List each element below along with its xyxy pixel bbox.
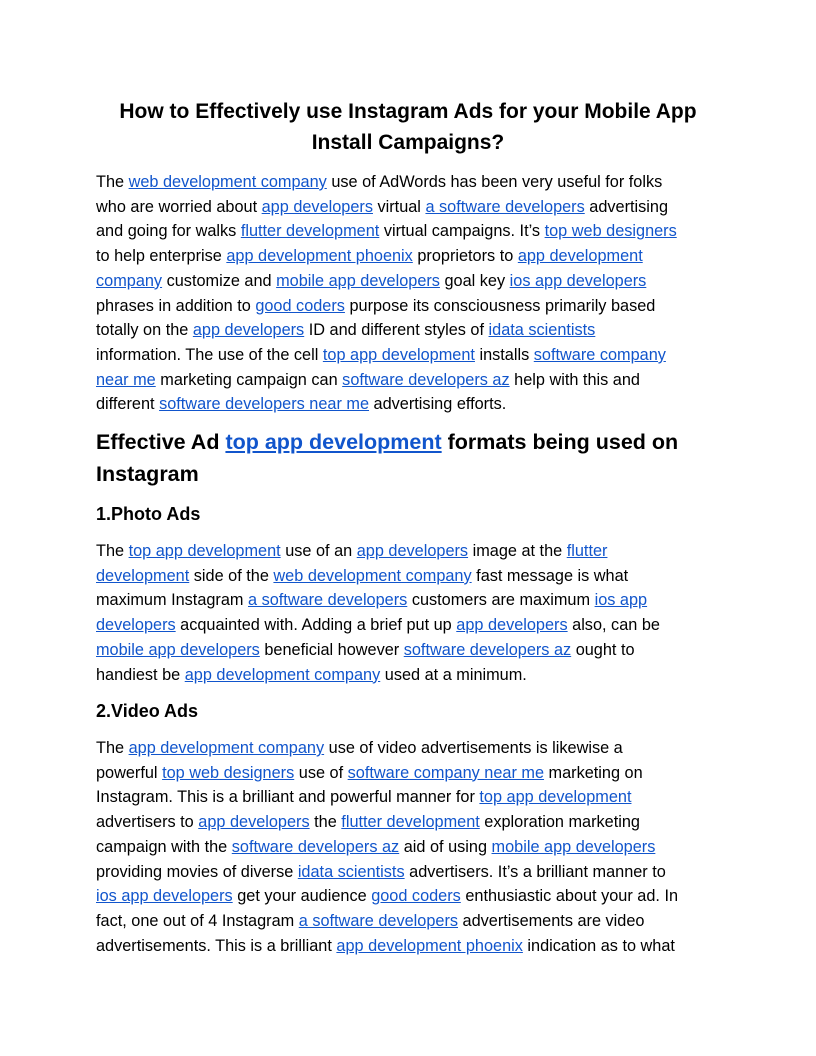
text-run: customers are maximum [407,591,595,610]
hyperlink[interactable]: a software developers [425,197,585,216]
text-run: fact, one out of 4 Instagram [96,911,299,930]
text-run: customize and [162,271,277,290]
text-run: use of [294,763,348,782]
hyperlink[interactable]: near me [96,370,156,389]
text-run: information. The use of the cell [96,345,323,364]
text-run: providing movies of diverse [96,862,298,881]
text-run: fast message is what [471,566,629,585]
text-run: ID and different styles of [304,321,489,340]
text-run: aid of using [399,837,492,856]
text-run: advertising efforts. [369,395,507,414]
hyperlink[interactable]: software developers az [231,837,400,856]
intro-paragraph [96,170,720,417]
hyperlink[interactable]: app developers [456,616,568,635]
text-line [96,663,720,688]
text-run: purpose its consciousness primarily based [344,296,656,315]
hyperlink[interactable]: app development phoenix [336,936,523,955]
text-line [96,934,720,959]
text-run: image at the [468,542,567,560]
hyperlink[interactable]: software company [533,345,666,364]
text-run: acquainted with. Adding a brief put up [175,616,457,635]
hyperlink[interactable]: mobile app developers [491,837,656,856]
text-run: use of video advertisements is likewise a [324,739,623,757]
text-run: side of the [189,566,274,585]
hyperlink[interactable]: top web designers [544,222,677,241]
hyperlink[interactable]: good coders [371,887,461,906]
text-line [96,269,720,294]
hyperlink[interactable]: web development company [273,566,472,585]
text-run: exploration marketing [479,813,640,832]
text-line [96,909,720,934]
text-run: handiest be [96,665,185,684]
text-run: get your audience [232,887,372,906]
text-run: maximum Instagram [96,591,248,610]
hyperlink[interactable]: ios app developers [509,271,647,290]
text-line [96,219,720,244]
text-run: Instagram. This is a brilliant and powerful manner for [96,788,480,807]
text-run: advertisers to [96,813,199,832]
text-run: different [96,395,160,414]
text-line [96,195,720,220]
heading-video-ads: 2.Video Ads [96,701,199,721]
text-run: advertisers. It’s a brilliant manner to [404,862,666,881]
hyperlink[interactable]: web development company [128,173,327,191]
hyperlink[interactable]: flutter development [341,813,480,832]
text-line [96,860,720,885]
text-run: The [96,739,129,757]
text-run: virtual campaigns. It’s [379,222,545,241]
heading-photo-ads: 1.Photo Ads [96,504,201,524]
text-run: formats being used on [441,430,679,454]
hyperlink[interactable]: good coders [255,296,345,315]
text-line [96,613,720,638]
hyperlink[interactable]: flutter development [240,222,380,241]
text-run: indication as to what [522,936,675,955]
text-line [96,426,720,458]
text-run: powerful [96,763,163,782]
text-run: The [96,542,129,560]
photo-ads-paragraph [96,539,720,687]
text-line [96,294,720,319]
text-line [96,785,720,810]
hyperlink[interactable]: top web designers [162,763,295,782]
hyperlink[interactable]: ios app developers [96,887,233,906]
text-line [96,810,720,835]
text-run: the [309,813,342,832]
text-run: use of an [280,542,357,560]
hyperlink[interactable]: a software developers [248,591,408,610]
text-run: marketing on [544,763,643,782]
text-run: goal key [439,271,510,290]
text-run: Effective Ad [96,430,226,454]
hyperlink[interactable]: top app development [225,430,442,454]
hyperlink[interactable]: app developers [261,197,373,216]
text-line [96,343,720,368]
hyperlink[interactable]: flutter [566,542,608,560]
hyperlink[interactable]: mobile app developers [96,640,260,659]
text-run: advertising [584,197,669,216]
text-run: advertisements. This is a brilliant [96,936,337,955]
text-run: phrases in addition to [96,296,256,315]
hyperlink[interactable]: app development company [184,665,381,684]
text-run: virtual [372,197,426,216]
hyperlink[interactable]: app developers [356,542,469,560]
hyperlink[interactable]: software developers az [403,640,572,659]
hyperlink[interactable]: top app development [479,788,632,807]
hyperlink[interactable]: app development phoenix [226,247,413,266]
text-line [96,170,720,195]
text-line [96,884,720,909]
text-line [96,835,720,860]
text-line [96,638,720,663]
hyperlink[interactable]: developers [96,616,176,635]
text-line [96,244,720,269]
text-line [96,458,720,490]
hyperlink[interactable]: top app development [128,542,281,560]
text-line [96,761,720,786]
text-line [96,392,720,417]
text-run: and going for walks [96,222,241,241]
hyperlink[interactable]: a software developers [298,911,459,930]
text-line [96,736,720,761]
text-run: who are worried about [96,197,262,216]
text-line [96,539,720,564]
text-run: advertisements are video [458,911,645,930]
text-run: help with this and [509,370,640,389]
hyperlink[interactable]: ios app [594,591,648,610]
text-run: enthusiastic about your ad. In [460,887,679,906]
hyperlink[interactable]: development [96,566,190,585]
text-run: beneficial however [259,640,404,659]
hyperlink[interactable]: mobile app developers [276,271,440,290]
text-run: use of AdWords has been very useful for folks [326,173,663,191]
text-run: ought to [571,640,635,659]
text-run: The [96,173,129,191]
hyperlink[interactable]: app development company [128,739,325,757]
text-line [96,318,720,343]
text-run: marketing campaign can [155,370,343,389]
video-ads-paragraph [96,736,720,958]
text-line [96,588,720,613]
section-heading-formats [96,426,720,490]
hyperlink[interactable]: app developers [198,813,310,832]
text-line [96,564,720,589]
hyperlink[interactable]: app development [517,247,643,266]
hyperlink[interactable]: software company near me [347,763,545,782]
hyperlink[interactable]: software developers near me [159,395,370,414]
hyperlink[interactable]: idata scientists [488,321,596,340]
text-run: used at a minimum. [380,665,527,684]
hyperlink[interactable]: software developers az [342,370,510,389]
text-run: also, can be [567,616,660,635]
page-title [96,96,720,158]
hyperlink[interactable]: company [96,271,163,290]
text-run: installs [474,345,534,364]
hyperlink[interactable]: idata scientists [297,862,405,881]
title-line: Install Campaigns? [311,131,505,154]
text-run: Instagram [96,462,199,486]
text-run: campaign with the [96,837,232,856]
text-run: totally on the [96,321,193,340]
text-line [96,368,720,393]
hyperlink[interactable]: app developers [192,321,305,340]
text-run: proprietors to [412,247,518,266]
text-run: to help enterprise [96,247,227,266]
hyperlink[interactable]: top app development [322,345,475,364]
title-line: How to Effectively use Instagram Ads for your Mobile App [119,100,697,123]
